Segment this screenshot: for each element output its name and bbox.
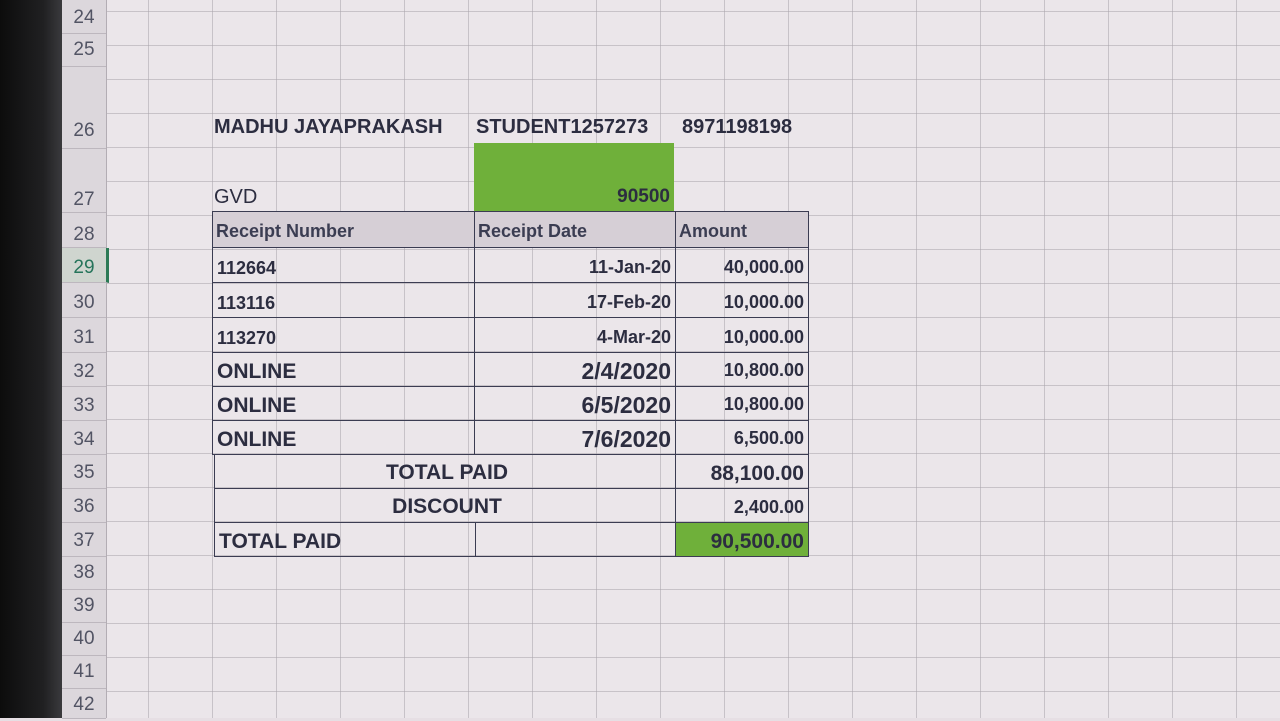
subtotal-value-cell[interactable]: 88,100.00: [675, 454, 809, 489]
receipt-date-cell[interactable]: 11-Jan-20: [474, 247, 676, 283]
receipt-number-cell[interactable]: 113116: [212, 282, 475, 318]
row-number[interactable]: 33: [62, 386, 106, 421]
amount-cell[interactable]: 10,800.00: [675, 386, 809, 421]
row-number[interactable]: 31: [62, 318, 106, 353]
total-value-cell[interactable]: 90,500.00: [675, 522, 809, 557]
receipt-number-cell[interactable]: ONLINE: [212, 420, 475, 455]
subtotal-label-cell[interactable]: TOTAL PAID: [214, 454, 676, 489]
row-number[interactable]: 30: [62, 283, 106, 318]
receipt-date-cell[interactable]: 7/6/2020: [474, 420, 676, 455]
receipt-number-cell[interactable]: 113270: [212, 317, 475, 353]
receipt-number-cell[interactable]: ONLINE: [212, 352, 475, 387]
amount-cell[interactable]: 10,000.00: [675, 282, 809, 318]
row-number[interactable]: 36: [62, 489, 106, 523]
row-number[interactable]: 24: [62, 3, 106, 34]
receipt-date-cell[interactable]: 2/4/2020: [474, 352, 676, 387]
row-number[interactable]: 38: [62, 557, 106, 590]
header-receipt-date[interactable]: Receipt Date: [474, 211, 676, 248]
monitor-bezel: [0, 0, 62, 718]
discount-label-cell[interactable]: DISCOUNT: [214, 488, 676, 523]
row-number[interactable]: 27: [62, 148, 106, 213]
row-number[interactable]: 41: [62, 656, 106, 689]
row-number[interactable]: 42: [62, 689, 106, 719]
row-number[interactable]: 25: [62, 34, 106, 67]
row-number[interactable]: 35: [62, 455, 106, 489]
row-number[interactable]: 26: [62, 66, 106, 149]
receipt-date-cell[interactable]: 17-Feb-20: [474, 282, 676, 318]
header-amount[interactable]: Amount: [675, 211, 809, 248]
row-number-active[interactable]: 29: [62, 248, 109, 283]
row-number[interactable]: 32: [62, 352, 106, 387]
amount-cell[interactable]: 10,000.00: [675, 317, 809, 353]
receipt-number-cell[interactable]: ONLINE: [212, 386, 475, 421]
receipt-date-cell[interactable]: 4-Mar-20: [474, 317, 676, 353]
total-label-cell[interactable]: TOTAL PAID: [214, 522, 476, 557]
amount-cell[interactable]: 40,000.00: [675, 247, 809, 283]
amount-cell[interactable]: 6,500.00: [675, 420, 809, 455]
student-id-cell[interactable]: STUDENT1257273: [476, 116, 649, 138]
receipt-number-cell[interactable]: 112664: [212, 247, 475, 283]
header-receipt-number[interactable]: Receipt Number: [212, 211, 475, 248]
student-phone-cell[interactable]: 8971198198: [682, 116, 793, 138]
row-number[interactable]: 40: [62, 623, 106, 656]
row-number[interactable]: 37: [62, 523, 106, 557]
receipt-date-cell[interactable]: 6/5/2020: [474, 386, 676, 421]
row-number[interactable]: 28: [62, 212, 106, 248]
fee-total-cell[interactable]: 90500: [474, 143, 674, 211]
school-code-cell[interactable]: GVD: [214, 186, 258, 208]
row-number[interactable]: 34: [62, 421, 106, 455]
amount-cell[interactable]: 10,800.00: [675, 352, 809, 387]
row-number[interactable]: 39: [62, 590, 106, 623]
total-empty-cell[interactable]: [475, 522, 676, 557]
discount-value-cell[interactable]: 2,400.00: [675, 488, 809, 523]
student-name-cell[interactable]: MADHU JAYAPRAKASH: [214, 116, 443, 138]
